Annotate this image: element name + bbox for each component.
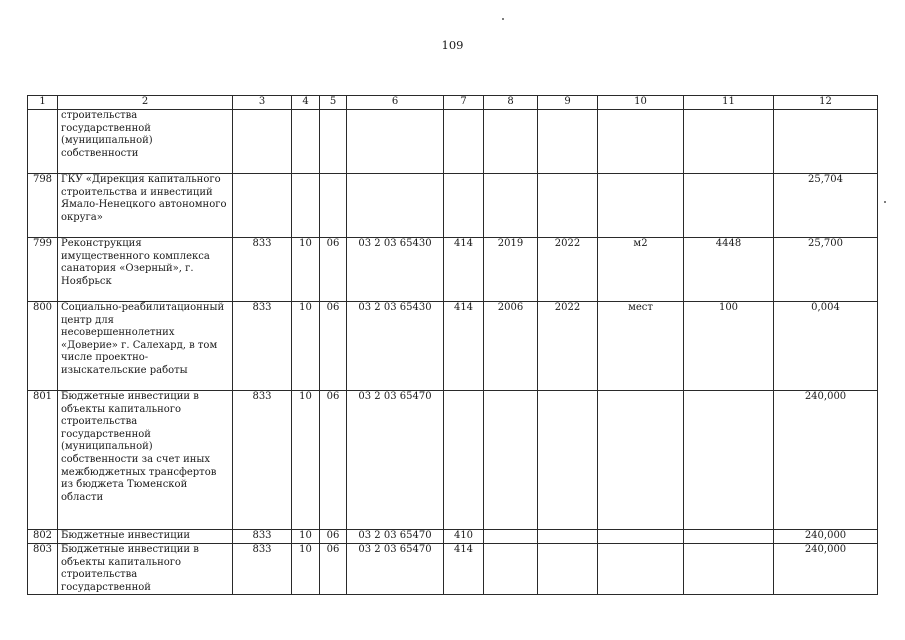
ministry-code xyxy=(233,174,292,238)
start-year: 2006 xyxy=(484,302,538,391)
item-name: Реконструкция имущественного комплекса санатория «Озерный», г. Ноябрьск xyxy=(58,238,233,302)
table-row xyxy=(28,544,878,595)
table-row xyxy=(28,391,878,530)
end-year xyxy=(538,174,598,238)
row-number: 801 xyxy=(28,391,58,530)
amount: 240,000 xyxy=(774,530,878,544)
subsection-code: 06 xyxy=(320,544,347,595)
expense-type-code xyxy=(444,110,484,174)
start-year: 2019 xyxy=(484,238,538,302)
row-number: 798 xyxy=(28,174,58,238)
unit xyxy=(598,544,684,595)
row-number xyxy=(28,110,58,174)
unit xyxy=(598,110,684,174)
scan-speck xyxy=(502,18,504,20)
ministry-code: 833 xyxy=(233,391,292,530)
table-row xyxy=(28,302,878,391)
target-article-code xyxy=(347,110,444,174)
target-article-code: 03 2 03 65430 xyxy=(347,302,444,391)
expense-type-code xyxy=(444,391,484,530)
end-year: 2022 xyxy=(538,238,598,302)
amount: 240,000 xyxy=(774,544,878,595)
column-header: 2 xyxy=(58,96,233,110)
target-article-code: 03 2 03 65470 xyxy=(347,530,444,544)
unit xyxy=(598,391,684,530)
section-code xyxy=(292,174,320,238)
subsection-code: 06 xyxy=(320,302,347,391)
capacity xyxy=(684,544,774,595)
end-year xyxy=(538,110,598,174)
section-code: 10 xyxy=(292,544,320,595)
table-row xyxy=(28,174,878,238)
column-header: 10 xyxy=(598,96,684,110)
target-article-code: 03 2 03 65430 xyxy=(347,238,444,302)
subsection-code: 06 xyxy=(320,391,347,530)
unit xyxy=(598,174,684,238)
row-number: 799 xyxy=(28,238,58,302)
ministry-code xyxy=(233,110,292,174)
expense-type-code: 414 xyxy=(444,544,484,595)
capacity: 100 xyxy=(684,302,774,391)
end-year xyxy=(538,544,598,595)
ministry-code: 833 xyxy=(233,302,292,391)
column-header: 8 xyxy=(484,96,538,110)
item-name: строительства государственной (муниципальной) собственности xyxy=(58,110,233,174)
start-year xyxy=(484,544,538,595)
capacity xyxy=(684,110,774,174)
start-year xyxy=(484,174,538,238)
column-header: 6 xyxy=(347,96,444,110)
expense-type-code: 410 xyxy=(444,530,484,544)
item-name: ГКУ «Дирекция капитального строительства и инвестиций Ямало-Ненецкого автономного округа» xyxy=(58,174,233,238)
amount: 240,000 xyxy=(774,391,878,530)
expense-type-code: 414 xyxy=(444,238,484,302)
item-name: Бюджетные инвестиции в объекты капитального строительства государственной xyxy=(58,544,233,595)
expense-type-code: 414 xyxy=(444,302,484,391)
column-header: 3 xyxy=(233,96,292,110)
column-header: 1 xyxy=(28,96,58,110)
row-number: 800 xyxy=(28,302,58,391)
header-row xyxy=(28,96,878,110)
ministry-code: 833 xyxy=(233,544,292,595)
capacity xyxy=(684,391,774,530)
section-code xyxy=(292,110,320,174)
amount: 25,700 xyxy=(774,238,878,302)
page-number: 109 xyxy=(441,38,464,52)
section-code: 10 xyxy=(292,302,320,391)
capacity xyxy=(684,174,774,238)
unit: мест xyxy=(598,302,684,391)
scan-speck xyxy=(884,201,886,203)
table-row xyxy=(28,110,878,174)
column-header: 4 xyxy=(292,96,320,110)
subsection-code: 06 xyxy=(320,238,347,302)
column-header: 12 xyxy=(774,96,878,110)
column-header: 5 xyxy=(320,96,347,110)
column-header: 11 xyxy=(684,96,774,110)
row-number: 803 xyxy=(28,544,58,595)
start-year xyxy=(484,391,538,530)
ministry-code: 833 xyxy=(233,530,292,544)
unit: м2 xyxy=(598,238,684,302)
amount xyxy=(774,110,878,174)
subsection-code xyxy=(320,110,347,174)
table-row xyxy=(28,530,878,544)
end-year xyxy=(538,530,598,544)
section-code: 10 xyxy=(292,238,320,302)
unit xyxy=(598,530,684,544)
capacity xyxy=(684,530,774,544)
end-year: 2022 xyxy=(538,302,598,391)
target-article-code: 03 2 03 65470 xyxy=(347,391,444,530)
capacity: 4448 xyxy=(684,238,774,302)
expense-type-code xyxy=(444,174,484,238)
item-name: Бюджетные инвестиции xyxy=(58,530,233,544)
target-article-code xyxy=(347,174,444,238)
column-header: 9 xyxy=(538,96,598,110)
budget-table xyxy=(27,95,878,595)
section-code: 10 xyxy=(292,530,320,544)
row-number: 802 xyxy=(28,530,58,544)
end-year xyxy=(538,391,598,530)
start-year xyxy=(484,530,538,544)
target-article-code: 03 2 03 65470 xyxy=(347,544,444,595)
amount: 25,704 xyxy=(774,174,878,238)
start-year xyxy=(484,110,538,174)
amount: 0,004 xyxy=(774,302,878,391)
item-name: Социально-реабилитационный центр для несовершеннолетних «Доверие» г. Салехард, в том числе проектно-изыскательские работы xyxy=(58,302,233,391)
column-header: 7 xyxy=(444,96,484,110)
subsection-code: 06 xyxy=(320,530,347,544)
table-row xyxy=(28,238,878,302)
item-name: Бюджетные инвестиции в объекты капитального строительства государственной (муниципальной) собственности за счет иных межбюджетных трансфертов из бюджета Тюменской области xyxy=(58,391,233,530)
ministry-code: 833 xyxy=(233,238,292,302)
subsection-code xyxy=(320,174,347,238)
section-code: 10 xyxy=(292,391,320,530)
